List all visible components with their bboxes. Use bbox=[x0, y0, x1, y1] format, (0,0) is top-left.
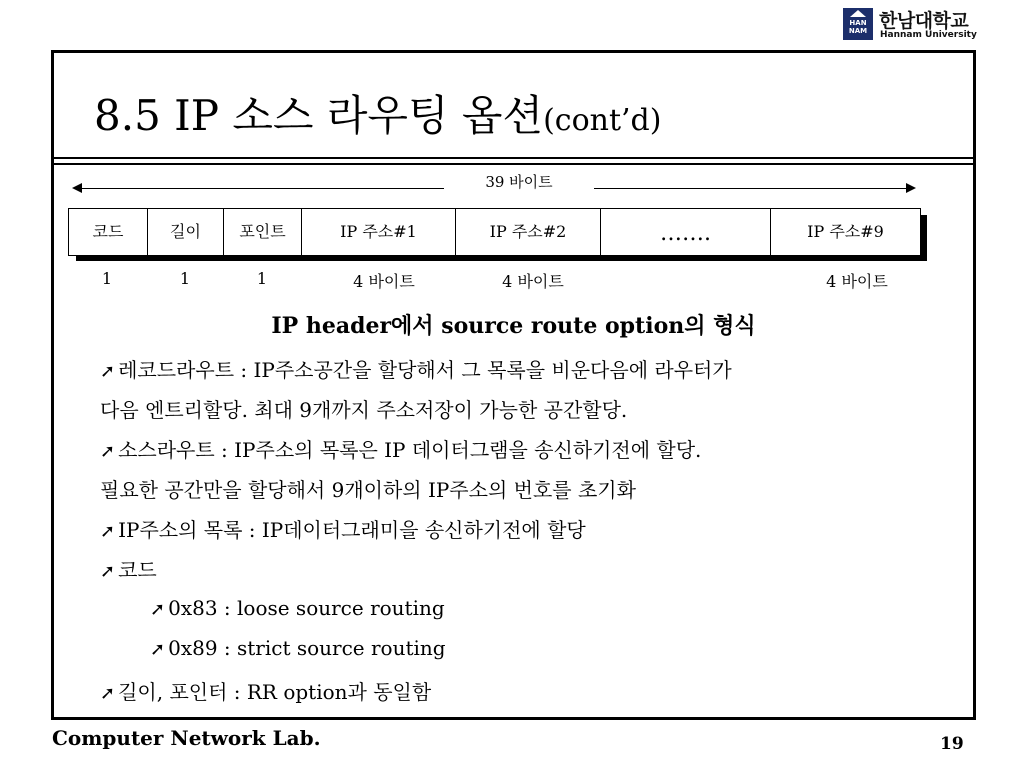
size-ip-address-1: 4 바이트 bbox=[353, 272, 415, 291]
arrow-right-icon bbox=[906, 183, 916, 193]
field-ellipsis: ……. bbox=[601, 209, 771, 255]
list-item: 필요한 공간만을 할당해서 9개이하의 IP주소의 번호를 초기화 bbox=[100, 478, 636, 502]
bullet-arrow-icon: ➚ bbox=[100, 561, 116, 582]
list-item: ➚ 코드 bbox=[100, 558, 157, 582]
field-ip-address-1: IP 주소#1 bbox=[302, 209, 456, 255]
field-length: 길이 bbox=[148, 209, 224, 255]
university-name-en: Hannam University bbox=[880, 30, 977, 40]
footer-lab-name: Computer Network Lab. bbox=[52, 726, 321, 750]
bullet-arrow-icon: ➚ bbox=[150, 639, 166, 660]
list-item: ➚ IP주소의 목록 : IP데이터그래미을 송신하기전에 할당 bbox=[100, 518, 586, 542]
page-number: 19 bbox=[940, 734, 964, 754]
total-length-label: 39 바이트 bbox=[444, 171, 594, 192]
list-item: ➚ 길이, 포인터 : RR option과 동일함 bbox=[100, 680, 432, 704]
size-length: 1 bbox=[179, 269, 191, 288]
arrow-left-icon bbox=[72, 183, 82, 193]
bullet-arrow-icon: ➚ bbox=[100, 521, 116, 542]
university-name-ko: 한남대학교 bbox=[879, 10, 969, 32]
slide-frame bbox=[51, 50, 976, 720]
field-ip-address-2: IP 주소#2 bbox=[456, 209, 601, 255]
slide-title bbox=[94, 83, 661, 143]
size-pointer: 1 bbox=[256, 269, 268, 288]
field-code: 코드 bbox=[69, 209, 148, 255]
field-ip-address-9: IP 주소#9 bbox=[807, 222, 884, 241]
list-item: ➚ 레코드라우트 : IP주소공간을 할당해서 그 목록을 비운다음에 라우터가 bbox=[100, 358, 732, 382]
field-pointer: 포인트 bbox=[224, 209, 302, 255]
slide-title-main: 8.5 IP 소스 라우팅 옵션 bbox=[94, 91, 544, 140]
bullet-arrow-icon: ➚ bbox=[100, 441, 116, 462]
title-divider-top bbox=[54, 157, 973, 159]
university-emblem-icon: HAN NAM bbox=[843, 8, 873, 40]
university-logo bbox=[843, 6, 983, 42]
list-item: ➚ 소스라우트 : IP주소의 목록은 IP 데이터그램을 송신하기전에 할당. bbox=[100, 438, 702, 462]
size-ip-address-9: 4 바이트 bbox=[826, 272, 888, 291]
list-item: 다음 엔트리할당. 최대 9개까지 주소저장이 가능한 공간할당. bbox=[100, 398, 628, 422]
bullet-arrow-icon: ➚ bbox=[100, 361, 116, 382]
title-divider-bottom bbox=[54, 163, 973, 165]
section-title: IP header에서 source route option의 형식 bbox=[271, 313, 756, 339]
bullet-arrow-icon: ➚ bbox=[150, 599, 166, 620]
option-format-diagram bbox=[68, 208, 921, 256]
slide-title-suffix: (cont’d) bbox=[543, 103, 662, 138]
list-item: ➚ 0x89 : strict source routing bbox=[150, 636, 446, 660]
bullet-arrow-icon: ➚ bbox=[100, 683, 116, 704]
size-code: 1 bbox=[101, 269, 113, 288]
list-item: ➚ 0x83 : loose source routing bbox=[150, 596, 445, 620]
size-ip-address-2: 4 바이트 bbox=[502, 272, 564, 291]
